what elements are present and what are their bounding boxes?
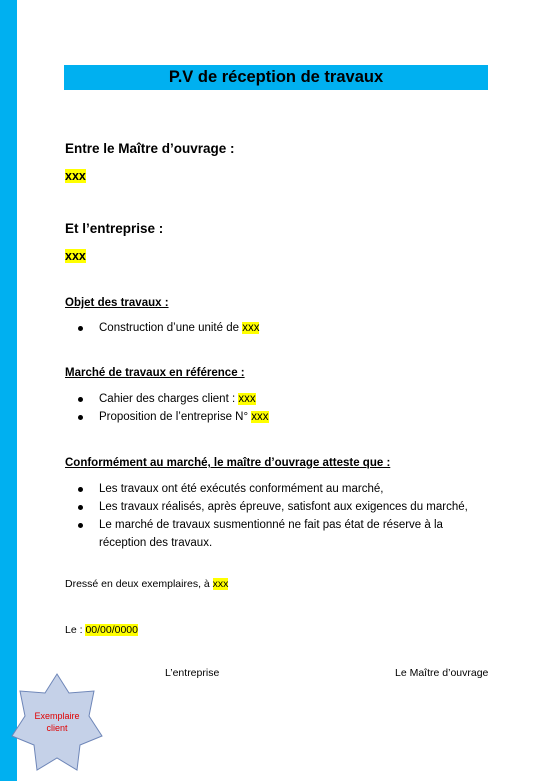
bullet-icon bbox=[78, 523, 83, 528]
objet-heading: Objet des travaux : bbox=[65, 297, 169, 309]
stamp-label: Exemplaire client bbox=[34, 711, 80, 733]
list-item: Construction d’une unité de xxx bbox=[65, 319, 259, 337]
page-title: P.V de réception de travaux bbox=[64, 65, 488, 90]
maitre-ouvrage-label: Entre le Maître d’ouvrage : bbox=[65, 141, 235, 156]
bullet-icon bbox=[78, 505, 83, 510]
maitre-ouvrage-value: xxx bbox=[65, 169, 86, 183]
list-item: Cahier des charges client : xxx bbox=[65, 390, 269, 408]
left-accent-bar bbox=[0, 0, 17, 781]
entreprise-label: Et l’entreprise : bbox=[65, 221, 164, 236]
bullet-icon bbox=[78, 326, 83, 331]
conformement-list bbox=[65, 480, 468, 552]
list-item-continuation: réception des travaux. bbox=[99, 537, 213, 549]
entreprise-value: xxx bbox=[65, 249, 86, 263]
signature-maitre-ouvrage: Le Maître d’ouvrage bbox=[395, 667, 489, 679]
list-item: Le marché de travaux susmentionné ne fait pas état de réserve à la bbox=[65, 516, 468, 534]
list-item: Les travaux réalisés, après épreuve, satisfont aux exigences du marché, bbox=[65, 498, 468, 516]
marche-list bbox=[65, 390, 269, 426]
list-item: Proposition de l’entreprise N° xxx bbox=[65, 408, 269, 426]
signature-entreprise: L’entreprise bbox=[165, 667, 220, 679]
bullet-icon bbox=[78, 397, 83, 402]
bullet-icon bbox=[78, 487, 83, 492]
date-line: Le : 00/00/0000 bbox=[65, 624, 138, 636]
conformement-heading: Conformément au marché, le maître d’ouvrage atteste que : bbox=[65, 457, 391, 469]
dresse-line: Dressé en deux exemplaires, à xxx bbox=[65, 578, 229, 590]
marche-heading: Marché de travaux en référence : bbox=[65, 367, 245, 379]
list-item: Les travaux ont été exécutés conformément au marché, bbox=[65, 480, 468, 498]
objet-list bbox=[65, 319, 259, 337]
bullet-icon bbox=[78, 415, 83, 420]
